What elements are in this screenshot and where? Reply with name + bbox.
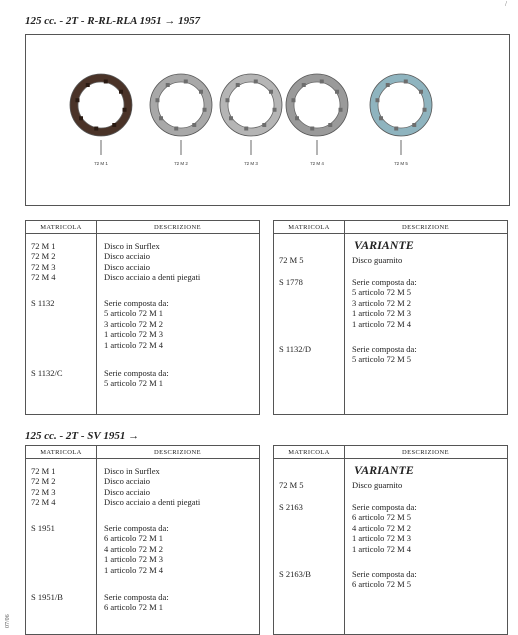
row-code: 72 M 2 (31, 251, 56, 262)
set-line: 1 articolo 72 M 4 (104, 339, 164, 350)
header-matricola: MATRICOLA (40, 223, 82, 231)
row-description: Disco guarnito (352, 480, 403, 490)
disc-label: 72 M 2 (174, 161, 188, 166)
section2-left-table (25, 445, 260, 635)
set-line: 3 articolo 72 M 2 (352, 297, 412, 308)
row-description: Disco acciaio (104, 486, 151, 497)
row-code: 72 M 3 (31, 486, 56, 497)
set-line: 1 articolo 72 M 3 (104, 554, 164, 565)
header-matricola: MATRICOLA (288, 223, 330, 231)
header-descrizione: DESCRIZIONE (401, 448, 449, 456)
header-matricola: MATRICOLA (40, 448, 82, 456)
row-code: 72 M 5 (279, 255, 304, 265)
disc-5 (370, 74, 432, 166)
set-code: S 1132 (31, 298, 55, 308)
disc-label: 72 M 3 (244, 161, 258, 166)
set-line: Serie composta da: (352, 277, 417, 287)
set-line: 4 articolo 72 M 2 (104, 543, 164, 554)
row-code: 72 M 3 (31, 261, 56, 272)
set-line: 6 articolo 72 M 1 (104, 602, 164, 613)
variante-heading: VARIANTE (354, 238, 414, 252)
header-descrizione: DESCRIZIONE (153, 223, 201, 231)
section2-right-table (273, 445, 508, 635)
side-code: 07/06 (5, 614, 11, 628)
row-code: 72 M 4 (31, 497, 56, 508)
column-separator (96, 446, 97, 634)
set-line: 1 articolo 72 M 3 (352, 308, 412, 319)
row-description: Disco in Surflex (104, 241, 160, 251)
set-line: 1 articolo 72 M 3 (352, 533, 412, 544)
header-descrizione: DESCRIZIONE (153, 448, 201, 456)
row-description: Disco acciaio (104, 476, 151, 487)
set-code: S 2163/B (279, 569, 311, 579)
disc-4 (286, 74, 348, 166)
set-code: S 1132/D (279, 344, 312, 354)
row-description: Disco acciaio a denti piegati (104, 497, 201, 508)
disc-label: 72 M 4 (310, 161, 324, 166)
set-code: S 1951/B (31, 592, 63, 602)
set-line: 1 articolo 72 M 4 (352, 318, 412, 329)
set-code: S 2163 (279, 502, 303, 512)
set-line: Serie composta da: (104, 298, 169, 308)
row-code: 72 M 2 (31, 476, 56, 487)
disc-label: 72 M 5 (394, 161, 408, 166)
set-line: Serie composta da: (104, 523, 169, 533)
set-code: S 1951 (31, 523, 55, 533)
row-code: 72 M 1 (31, 466, 56, 476)
set-line: Serie composta da: (352, 569, 417, 579)
set-code: S 1132/C (31, 368, 63, 378)
set-line: 1 articolo 72 M 4 (104, 564, 164, 575)
header-descrizione: DESCRIZIONE (401, 223, 449, 231)
table-header (274, 446, 507, 459)
row-description: Disco guarnito (352, 255, 403, 265)
row-description: Disco acciaio (104, 261, 151, 272)
set-line: 6 articolo 72 M 5 (352, 512, 412, 523)
section1-right-table (273, 220, 508, 415)
set-line: 4 articolo 72 M 2 (352, 522, 412, 533)
section1-left-table (25, 220, 260, 415)
set-line: Serie composta da: (104, 368, 169, 378)
disc-illustration (26, 35, 509, 205)
row-code: 72 M 5 (279, 480, 304, 490)
set-line: 6 articolo 72 M 5 (352, 579, 412, 590)
set-line: 1 articolo 72 M 3 (104, 329, 164, 340)
set-line: 5 articolo 72 M 5 (352, 354, 412, 365)
column-separator (344, 446, 345, 634)
row-description: Disco acciaio a denti piegati (104, 272, 201, 283)
row-code: 72 M 4 (31, 272, 56, 283)
disc-2 (150, 74, 212, 166)
set-line: 3 articolo 72 M 2 (104, 318, 164, 329)
set-line: Serie composta da: (352, 502, 417, 512)
set-code: S 1778 (279, 277, 303, 287)
header-matricola: MATRICOLA (288, 448, 330, 456)
row-code: 72 M 1 (31, 241, 56, 251)
set-line: 1 articolo 72 M 4 (352, 543, 412, 554)
set-line: 5 articolo 72 M 1 (104, 378, 164, 389)
set-line: 5 articolo 72 M 1 (104, 308, 164, 319)
set-line: Serie composta da: (104, 592, 169, 602)
column-separator (344, 221, 345, 414)
column-separator (96, 221, 97, 414)
table-header (26, 221, 259, 234)
set-line: 6 articolo 72 M 1 (104, 533, 164, 544)
page-corner-mark: / (505, 0, 507, 8)
row-description: Disco acciaio (104, 251, 151, 262)
table-header (274, 221, 507, 234)
section2-title: 125 cc. - 2T - SV 1951 → (25, 430, 140, 442)
section1-title: 125 cc. - 2T - R-RL-RLA 1951 → 1957 (25, 15, 201, 27)
set-line: 5 articolo 72 M 5 (352, 287, 412, 298)
disc-label: 72 M 1 (94, 161, 108, 166)
disc-3 (220, 74, 282, 166)
set-line: Serie composta da: (352, 344, 417, 354)
table-header (26, 446, 259, 459)
disc-illustration-box (25, 34, 510, 206)
disc-1 (70, 74, 132, 166)
variante-heading: VARIANTE (354, 463, 414, 477)
row-description: Disco in Surflex (104, 466, 160, 476)
